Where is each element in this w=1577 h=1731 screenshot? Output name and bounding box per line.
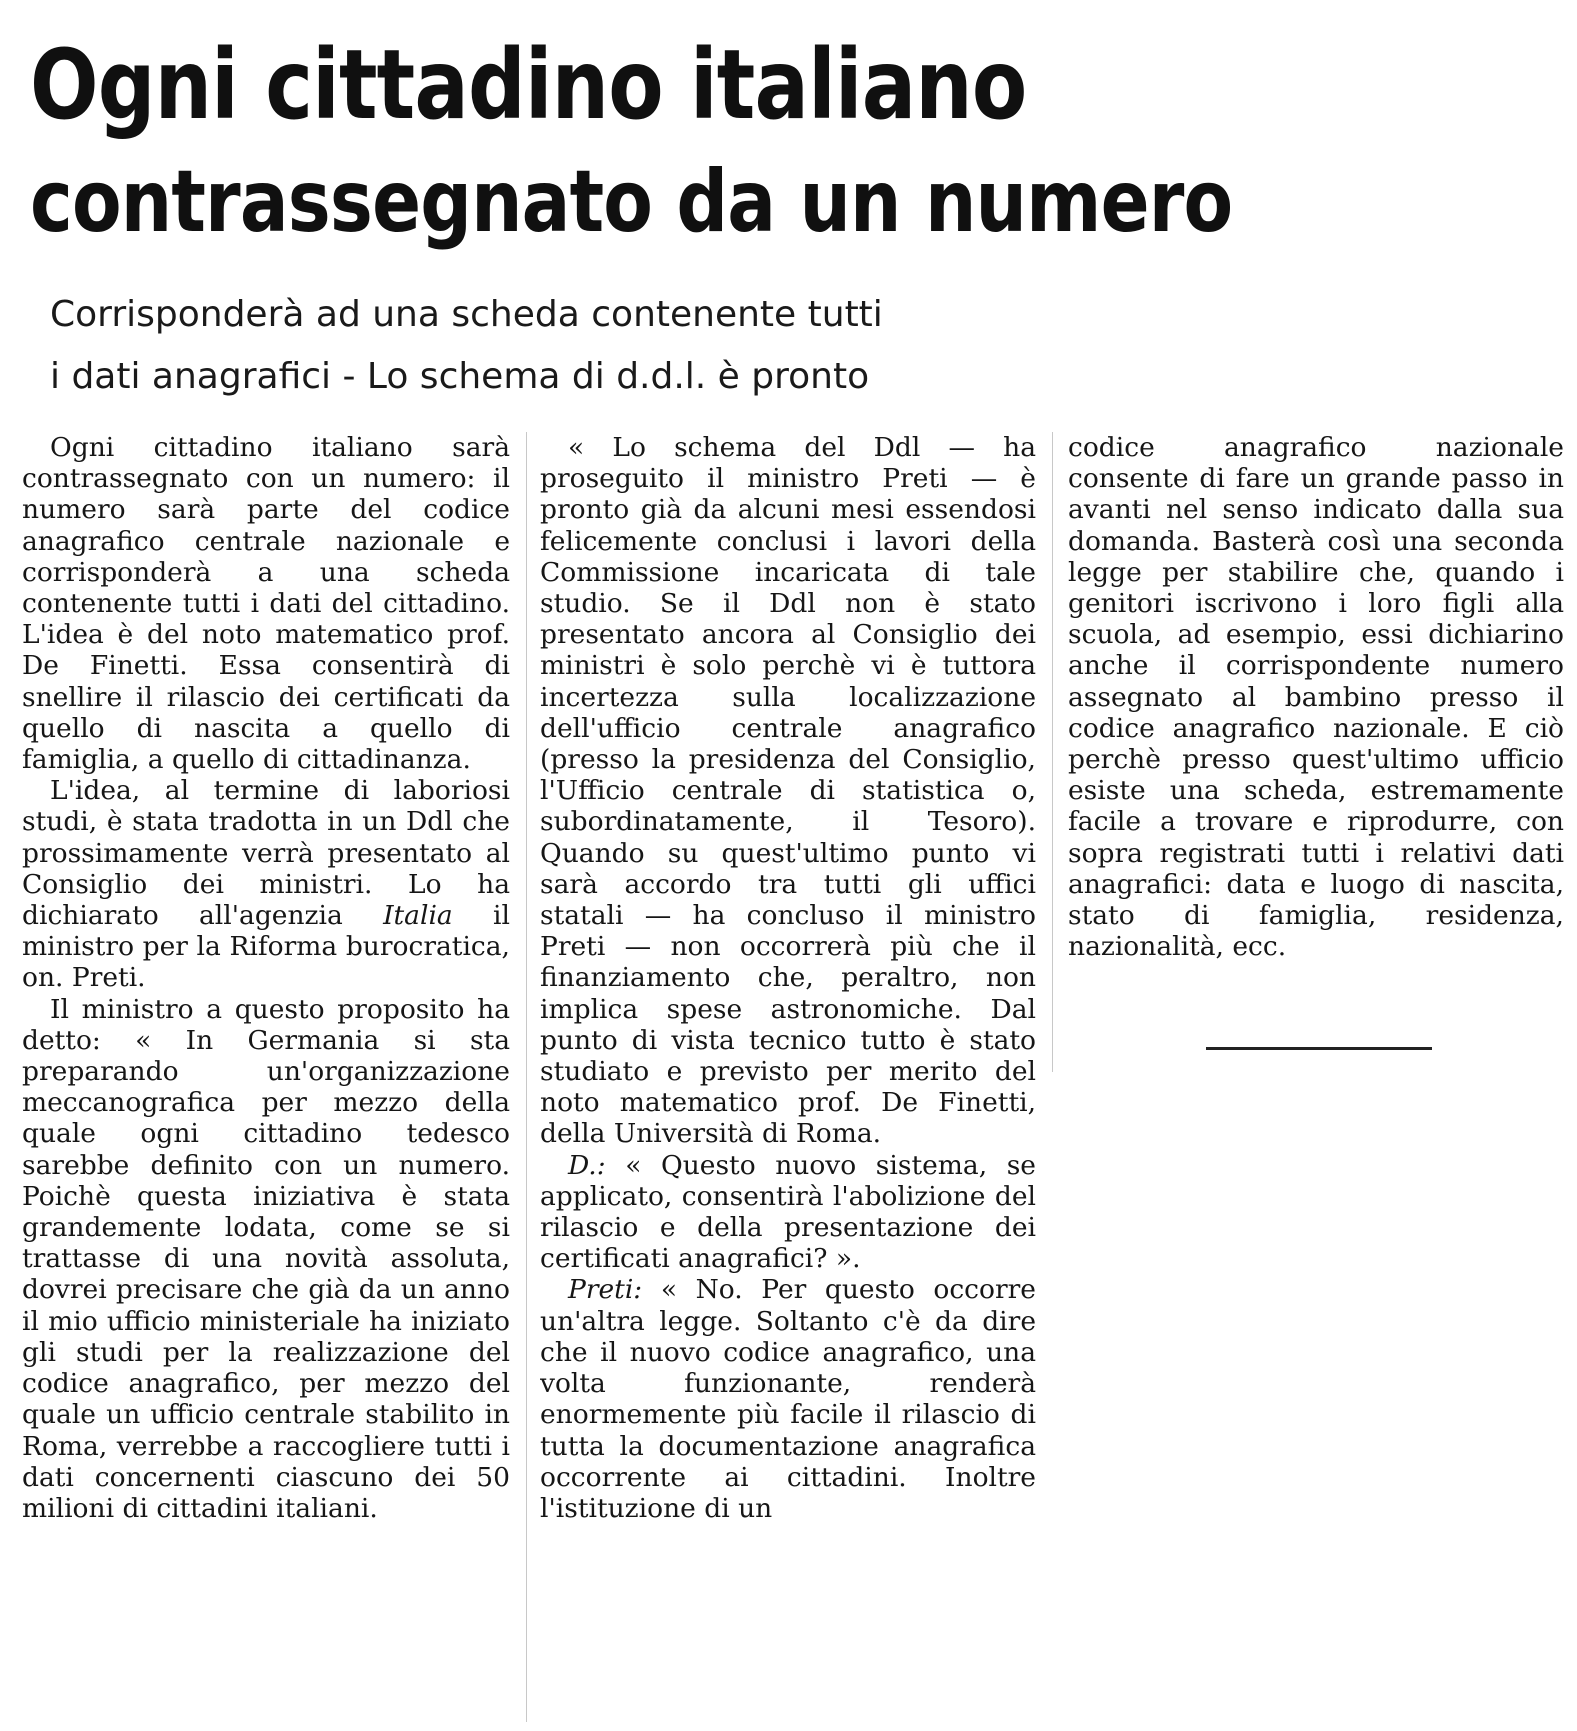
subheadline-line-2: i dati anagrafici - Lo schema di d.d.l. è pronto: [50, 356, 870, 397]
speaker-label: D.:: [568, 1149, 606, 1181]
paragraph: Il ministro a questo proposito ha detto: « In Germania si sta preparando un'organizzazione meccanografica per mezzo della quale ogni cittadino tedesco sarebbe definito con un numero. Poichè questa iniziativa è stata grandemente lodata, come se si trattasse di una novità assoluta, dovrei precisare che già da un anno il mio ufficio ministeriale ha iniziato gli studi per la realizzazione del codice anagrafico, per mezzo del quale un ufficio centrale stabilito in Roma, verrebbe a raccogliere tutti i dati concernenti ciascuno dei 50 milioni di cittadini italiani.: [22, 993, 510, 1524]
article-column-1: [22, 432, 510, 1722]
subheadline-line-1: Corrisponderà ad una scheda contenente tutti: [50, 294, 883, 335]
article-column-2: [540, 432, 1036, 1722]
paragraph: « Lo schema del Ddl — ha proseguito il ministro Preti — è pronto già da alcuni mesi essendosi felicemente conclusi i lavori della Commissione incaricata di tale studio. Se il Ddl non è stato presentato ancora al Consiglio dei ministri è solo perchè vi è tuttora incertezza sulla localizzazione dell'ufficio centrale anagrafico (presso la presidenza del Consiglio, l'Ufficio centrale di statistica o, subordinatamente, il Tesoro). Quando su quest'ultimo punto vi sarà accordo tra tutti gli uffici statali — ha concluso il ministro Preti — non occorrerà più che il finanziamento che, peraltro, non implica spese astronomiche. Dal punto di vista tecnico tutto è stato studiato e previsto per merito del noto matematico prof. De Finetti, della Università di Roma.: [540, 432, 1036, 1150]
headline-line-1: Ogni cittadino italiano: [30, 29, 1027, 141]
subheadline: [50, 284, 1030, 408]
paragraph: [22, 775, 510, 993]
paragraph: [540, 1150, 1036, 1275]
headline-line-2: contrassegnato da un numero: [30, 152, 1233, 252]
paragraph-text: « No. Per questo occorre un'altra legge. Soltanto c'è da dire che il nuovo codice anagrafico, una volta funzionante, renderà enormemente più facile il rilascio di tutta la documentazione anagrafica occorrente ai cittadini. Inoltre l'istituzione di un: [540, 1274, 1036, 1524]
agency-name: Italia: [383, 900, 453, 932]
article-end-rule: [1206, 1047, 1432, 1050]
paragraph-text: L'idea, al termine di laboriosi studi, è stata tradotta in un Ddl che prossimamente verrà presentato al Consiglio dei ministri. Lo ha dichiarato all'agenzia: [22, 775, 510, 932]
paragraph: Ogni cittadino italiano sarà contrassegnato con un numero: il numero sarà parte del codice anagrafico centrale nazionale e corrisponderà a una scheda contenente tutti i dati del cittadino. L'idea è del noto matematico prof. De Finetti. Essa consentirà di snellire il rilascio dei certificati da quello di nascita a quello di famiglia, a quello di cittadinanza.: [22, 432, 510, 776]
article-column-3: [1068, 432, 1564, 1052]
paragraph-text: il ministro per la Riforma burocratica, on. Preti.: [22, 900, 510, 994]
column-divider: [1052, 432, 1053, 1072]
column-divider: [526, 432, 527, 1722]
paragraph-text: « Questo nuovo sistema, se applicato, consentirà l'abolizione del rilascio e della presentazione dei certificati anagrafici? ».: [540, 1149, 1036, 1275]
paragraph: [540, 1274, 1036, 1524]
paragraph: codice anagrafico nazionale consente di fare un grande passo in avanti nel senso indicato dalla sua domanda. Basterà così una seconda legge per stabilire che, quando i genitori iscrivono i loro figli alla scuola, ad esempio, essi dichiarino anche il corrispondente numero assegnato al bambino presso il codice anagrafico nazionale. E ciò perchè presso quest'ultimo ufficio esiste una scheda, estremamente facile a trovare e riprodurre, con sopra registrati tutti i relativi dati anagrafici: data e luogo di nascita, stato di famiglia, residenza, nazionalità, ecc.: [1068, 432, 1564, 963]
speaker-label: Preti:: [568, 1274, 643, 1306]
